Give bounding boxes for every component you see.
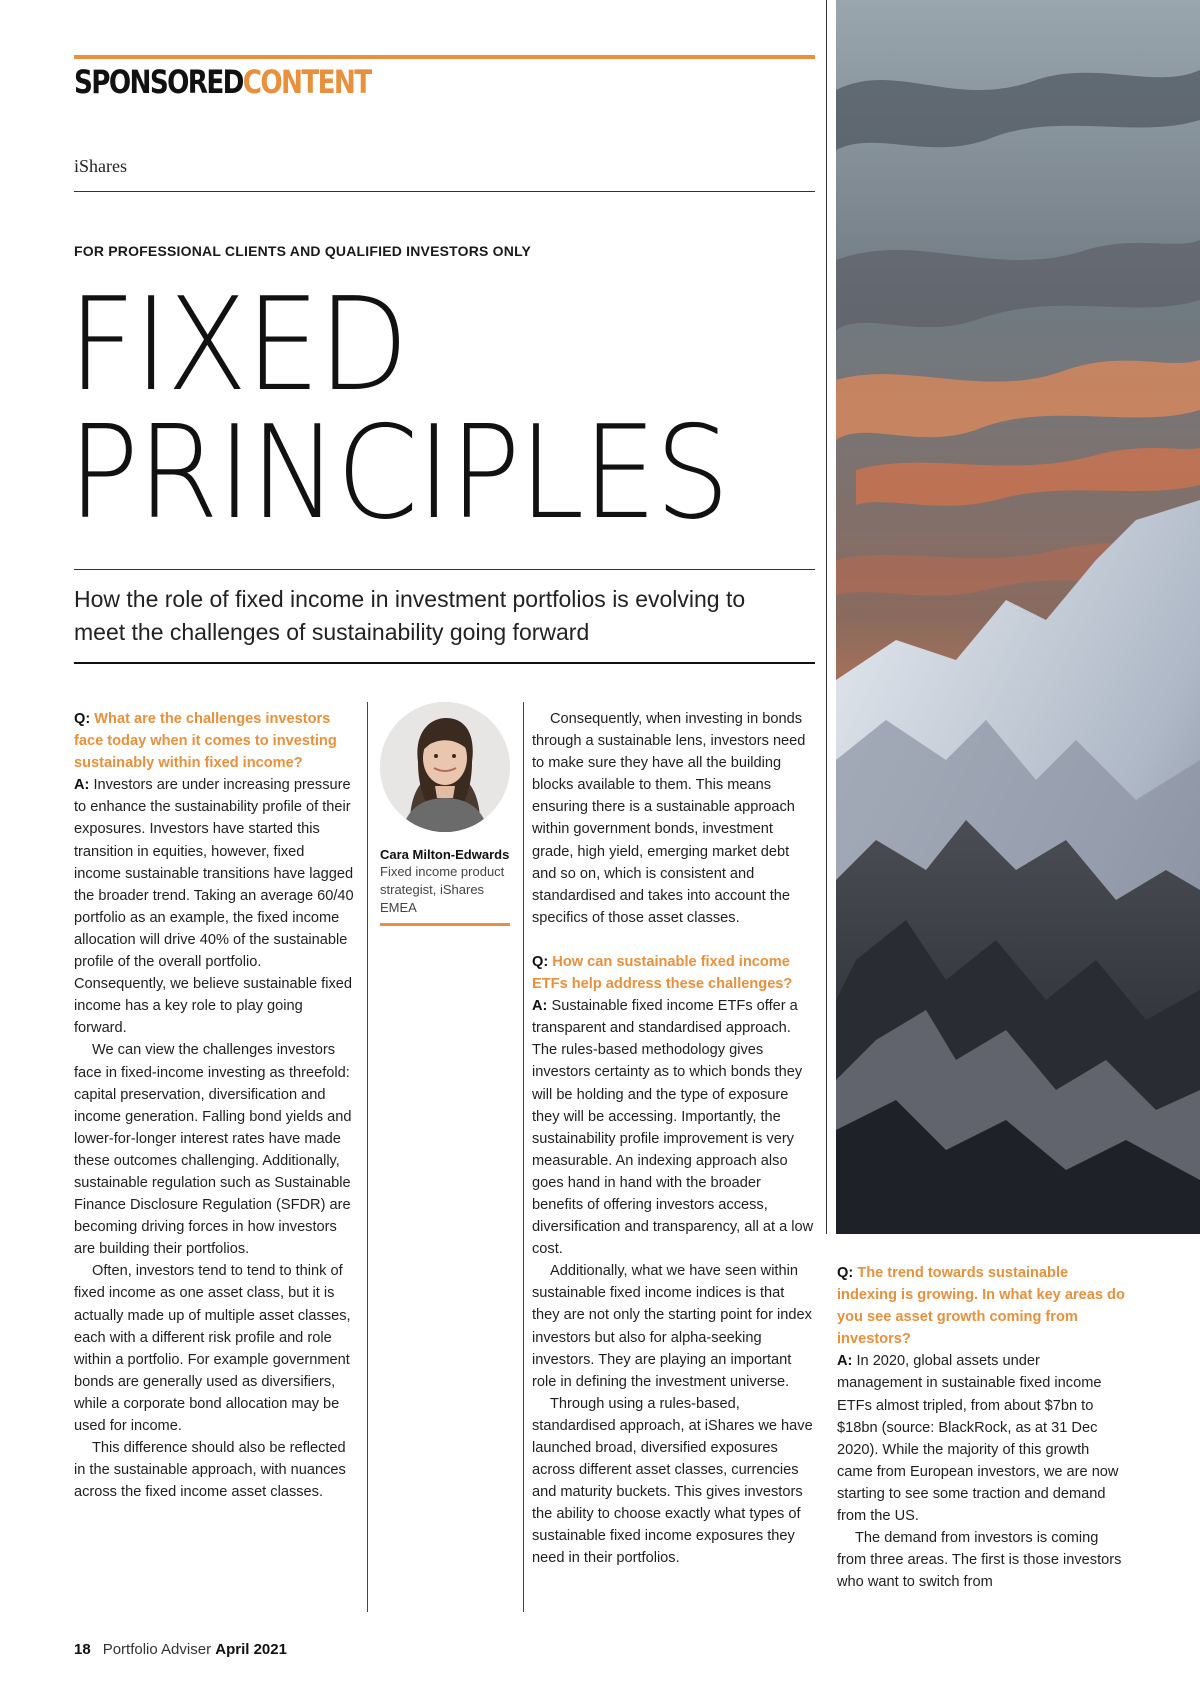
a-label: A: bbox=[74, 777, 90, 794]
standfirst-rule bbox=[74, 662, 815, 664]
paragraph: Often, investors tend to tend to think of fixed income as one asset class, but it is actually made up of multiple asset classes, each with a different risk profile and role within a portfolio. For example government bonds are generally used as diversifiers, while a corporate bond allocation may be used for income. bbox=[74, 1263, 351, 1434]
woman-portrait-icon bbox=[380, 702, 510, 832]
avatar bbox=[380, 702, 510, 832]
page-footer bbox=[74, 1641, 287, 1658]
column-divider bbox=[367, 702, 368, 1612]
paragraph: Consequently, when investing in bonds through a sustainable lens, investors need to make sure they have all the building blocks available to them. This means ensuring there is a sustainable approach within government bonds, investment grade, high yield, emerging market debt and so on, which is consistent and standardised and takes into account the specifics of those asset classes. bbox=[532, 711, 806, 926]
answer-1 bbox=[74, 774, 354, 1039]
headline-rule bbox=[74, 569, 815, 570]
question-1-text: What are the challenges investors face today when it comes to investing sustainably within fixed income? bbox=[74, 711, 337, 772]
answer-3 bbox=[837, 1350, 1127, 1527]
a-label: A: bbox=[532, 998, 548, 1015]
q-label: Q: bbox=[74, 711, 91, 727]
publication-name: Portfolio Adviser bbox=[102, 1641, 212, 1658]
question-3-text: The trend towards sustainable indexing is growing. In what key areas do you see asset growth coming from investors? bbox=[837, 1265, 1125, 1348]
brand-rule bbox=[74, 191, 815, 192]
paragraph: Additionally, what we have seen within sustainable fixed income indices is that they are not only the starting point for index investors but also for alpha-seeking investors. They are playing an important role in defining the investment universe. bbox=[532, 1263, 812, 1390]
page-number: 18 bbox=[74, 1641, 91, 1658]
headline-line-1: FIXED bbox=[68, 271, 408, 420]
column-2 bbox=[532, 708, 814, 1570]
issue-date: April 2021 bbox=[215, 1641, 287, 1658]
profile-rule bbox=[380, 923, 510, 926]
paragraph: The demand from investors is coming from three areas. The first is those investors who want to switch from bbox=[837, 1530, 1122, 1591]
headline-line-2: PRINCIPLES bbox=[68, 399, 728, 548]
q-label: Q: bbox=[837, 1265, 854, 1281]
standfirst: How the role of fixed income in investment portfolios is evolving to meet the challenges of sustainability going forward bbox=[74, 586, 746, 645]
profile-role: Fixed income product strategist, iShares EMEA bbox=[380, 864, 505, 915]
column-3 bbox=[837, 1262, 1127, 1593]
a-label: A: bbox=[837, 1353, 853, 1370]
mountain-sunset-photo-icon bbox=[836, 0, 1200, 1234]
question-2-text: How can sustainable fixed income ETFs help address these challenges? bbox=[532, 953, 793, 993]
audience-notice: FOR PROFESSIONAL CLIENTS AND QUALIFIED INVESTORS ONLY bbox=[74, 243, 532, 259]
photo-divider bbox=[826, 0, 827, 1234]
column-1 bbox=[74, 708, 354, 1503]
question-2 bbox=[532, 951, 814, 995]
paragraph: This difference should also be reflected in the sustainable approach, with nuances across the fixed income asset classes. bbox=[74, 1440, 346, 1501]
headline bbox=[68, 271, 728, 548]
content-word: CONTENT bbox=[242, 63, 371, 101]
answer-2-text: Sustainable fixed income ETFs offer a transparent and standardised approach. The rules-based methodology gives investors certainty as to which bonds they will be holding and the type of exposure they will be accessing. Importantly, the sustainability profile improvement is very measurable. An indexing approach also goes hand in hand with the broader benefits of offering investors access, diversification and transparency, all at a low cost. bbox=[532, 998, 814, 1258]
question-1 bbox=[74, 708, 354, 774]
paragraph: Through using a rules-based, standardised approach, at iShares we have launched broad, diversified exposures across different asset classes, currencies and maturity buckets. This gives investors the ability to choose exactly what types of sustainable fixed income exposures they need in their portfolios. bbox=[532, 1395, 813, 1567]
sponsored-content-label bbox=[74, 62, 370, 102]
brand-name: iShares bbox=[74, 156, 127, 176]
sponsored-word: SPONSORED bbox=[74, 63, 243, 101]
author-profile bbox=[380, 702, 510, 926]
column-divider bbox=[523, 702, 524, 1612]
profile-name: Cara Milton-Edwards bbox=[380, 847, 510, 862]
answer-1-text: Investors are under increasing pressure to enhance the sustainability profile of their exposures. Investors have started this transition in equities, however, fixed income sustainable transitions have lagged the broader trend. Taking an average 60/40 portfolio as an example, the fixed income allocation will drive 40% of the sustainable profile of the overall portfolio. Consequently, we believe sustainable fixed income has a key role to play going forward. bbox=[74, 777, 354, 1037]
paragraph: We can view the challenges investors face in fixed-income investing as threefold: capital preservation, diversification and income generation. Falling bond yields and lower-for-longer interest rates have made these outcomes challenging. Additionally, sustainable regulation such as Sustainable Finance Disclosure Regulation (SFDR) are becoming driving forces in how investors are building their portfolios. bbox=[74, 1042, 352, 1258]
answer-3-text: In 2020, global assets under management in sustainable fixed income ETFs almost tripled, from about $7bn to $18bn (source: BlackRock, as at 31 Dec 2020). While the majority of this growth came from European investors, we are now starting to see some traction and demand from the US. bbox=[837, 1353, 1119, 1525]
question-3 bbox=[837, 1262, 1127, 1350]
header-top-rule bbox=[74, 55, 815, 59]
q-label: Q: bbox=[532, 953, 549, 970]
answer-2 bbox=[532, 995, 814, 1260]
